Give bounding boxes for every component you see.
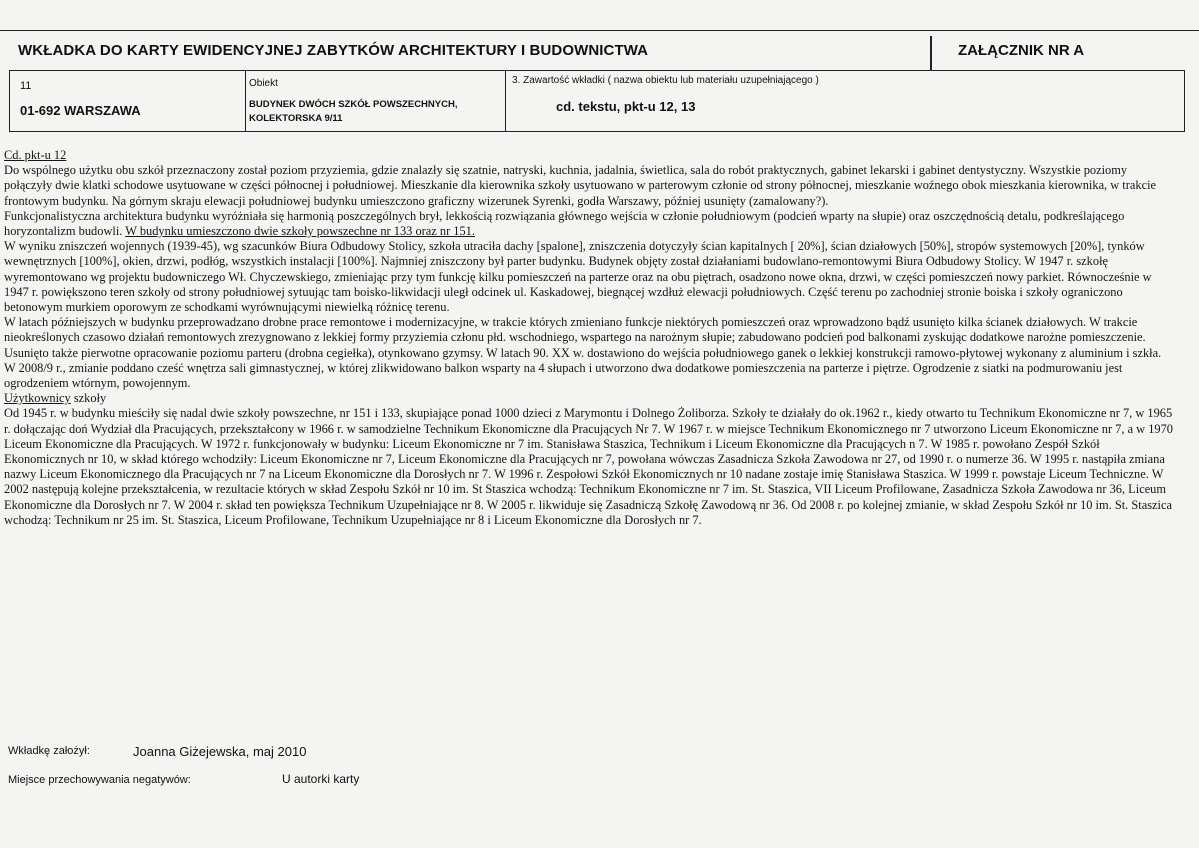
paragraph: Od 1945 r. w budynku mieściły się nadal dwie szkoły powszechne, nr 151 i 133, skupiające ponad 1000 dzieci z Marymontu i Dolnego Żoliborza. Szkoły te działały do ok.1962 r., kiedy otwarto tu Technikum Ekonomiczne nr 7, w 1965 r. dołączając doń Wydział dla Pracujących, przekształcony w 1966 r. w samodzielne Technikum Ekonomiczne dla Pracujących Nr 7. W 1967 r. w miejsce Technikum Ekonomicznego nr 7 utworzono Liceum Ekonomiczne nr 7, a w 1970 Liceum Ekonomiczne dla Pracujących. W 1972 r. funkcjonowały w budynku: Liceum Ekonomiczne nr 7 im. Stanisława Staszica, Technikum i Liceum Ekonomiczne dla Pracujących n 7. W 1985 r. powołano Zespół Szkół Ekonomicznych nr 10, w skład którego wchodziły: Liceum Ekonomiczne nr 7, Liceum Ekonomiczne dla Pracujących nr 7, powołana wówczas Zasadnicza Szkoła Zawodowa nr 27, od 1990 r. o numerze 36. W 1995 r. nastąpiła zmiana nazwy Liceum Ekonomicznego dla Pracujących nr 7 na Liceum Ekonomiczne dla Dorosłych nr 7. W 1996 r. Zespołowi Szkół Ekonomicznych nr 10 nadane zostaje imię Stanisława Staszica. W 1999 r. powstaje Liceum Techniczne. W 2002 następują kolejne przekształcenia, w rezultacie których w skład Zespołu Szkół nr 10 im. St Staszica wchodzą: Technikum Ekonomiczne nr 7 im. St. Staszica, VII Liceum Profilowane, Zasadnicza Szkoła Zawodowa nr 36, Liceum Ekonomiczne dla Dorosłych nr 7. W 2004 r. skład ten powiększa Technikum Uzupełniające nr 8. W 2005 r. likwiduje się Zasadniczą Szkołę Zawodową nr 36. Od 2008 r. po kolejnej zmianie, w skład Zespołu Szkół nr 10 im. St. Staszica wchodzą: Technikum nr 25 im. St. Staszica, Liceum Profilowane, Technikum Uzupełniające nr 8 i Liceum Ekonomiczne dla Dorosłych nr 7. bbox=[4, 406, 1173, 527]
paragraph: Do wspólnego użytku obu szkół przeznaczony został poziom przyziemia, gdzie znalazły się szatnie, natryski, kuchnia, jadalnia, świetlica, sala do robót praktycznych, gabinet lekarski i gabinet dentystyczny. Wszystkie poziomy połączyły dwie klatki schodowe usytuowane w części północnej i południowej. Mieszkanie dla kierownika szkoły usytuowano w parterowym członie od strony północnej, mieszkanie woźnego obok mieszkania kierownika, w trakcie frontowym budynku. Na górnym skraju elewacji południowej budynku umieszczono graficzny wizerunek Syrenki, godła Warszawy, później usunięty (zamalowany?). bbox=[4, 163, 1157, 208]
underlined-text: W budynku umieszczono dwie szkoły powszechne nr 133 oraz nr 151. bbox=[125, 224, 475, 239]
prepared-by-value: Joanna Giżejewska, maj 2010 bbox=[133, 744, 307, 759]
storage-label: Miejsce przechowywania negatywów: bbox=[8, 774, 191, 786]
info-divider bbox=[505, 70, 506, 132]
top-border bbox=[0, 30, 1199, 31]
prepared-by-label: Wkładkę założył: bbox=[8, 745, 90, 757]
field-city: 01-692 WARSZAWA bbox=[20, 103, 141, 118]
content-value: cd. tekstu, pkt-u 12, 13 bbox=[556, 99, 696, 114]
field-number: 11 bbox=[20, 80, 32, 92]
section-heading-rest: szkoły bbox=[70, 391, 107, 406]
info-divider bbox=[245, 70, 246, 132]
section-heading: Cd. pkt-u 12 bbox=[4, 148, 67, 162]
attachment-label: ZAŁĄCZNIK NR A bbox=[958, 42, 1085, 59]
header-divider bbox=[930, 36, 932, 70]
document-body bbox=[4, 148, 1174, 528]
content-label: 3. Zawartość wkładki ( nazwa obiektu lub materiału uzupełniającego ) bbox=[512, 75, 819, 86]
document-title: WKŁADKA DO KARTY EWIDENCYJNEJ ZABYTKÓW ARCHITEKTURY I BUDOWNICTWA bbox=[18, 42, 649, 59]
paragraph-text: Funkcjonalistyczna architektura budynku wyróżniała się harmonią poszczególnych brył, lekkością rozwiązania głównego wejścia w członie południowym (podcień wparty na słupie) oraz oszczędnością detalu, podkreślającego horyzontalizm budowli. bbox=[4, 208, 1125, 239]
object-label: Obiekt bbox=[249, 78, 278, 89]
paragraph: W wyniku zniszczeń wojennych (1939-45), wg szacunków Biura Odbudowy Stolicy, szkoła utraciła dachy [spalone], zniszczenia dotyczyły ścian kapitalnych [ 20%], ścian działowych [50%], stropów systemowych [20%], tynków wewnętrznych [100%], okien, drzwi, podłóg, wszystkich instalacji [100%]. Najmniej zniszczony był parter budynku. Budynek objęty został działaniami budowlano-remontowymi Biura Odbudowy Stolicy. W 1947 r. szkołę wyremontowano wg projektu budowniczego Wł. Chyczewskiego, zmieniając przy tym funkcję kilku pomieszczeń na parterze oraz na obu piętrach, osadzono nowe okna, drzwi, w części pomieszczeń nowy parkiet. Równocześnie w 1947 r. powiększono teren szkoły od strony południowej sytuując tam boisko-likwidacji uległ odcinek ul. Kaskadowej, biegnącej wzdłuż elewacji południowych. Część terenu po zachodniej stronie boiska i szkoły ograniczono betonowym murkiem oporowym ze schodkami wyrównującymi niewielką różnicę terenu. bbox=[4, 239, 1152, 315]
paragraph: W latach późniejszych w budynku przeprowadzano drobne prace remontowe i modernizacyjne, w trakcie których zmieniano funkcje niektórych pomieszczeń oraz wprowadzono bądź usunięto kilka ścianek działowych. W trakcie nieokreślonych czasowo działań remontowych zrezygnowano z lekkiej formy przyziemia członu płd. wschodniego, wspartego na narożnym słupie; zabudowano podcień pod balkonami zyskując dodatkowe narożne pomieszczenie. Usunięto także pierwotne opracowanie poziomu parteru (drobna cegiełka), otynkowano gzymsy. W latach 90. XX w. dostawiono do wejścia południowego ganek o lekkiej konstrukcji ramowo-płytowej wykonany z aluminium i szkła. W 2008/9 r., zmianie poddano cześć wnętrza sali gimnastycznej, w której zlikwidowano balkon wsparty na 4 słupach i utworzono dwa dodatkowe pomieszczenia na parterze i piętrze. Ogrodzenie z siatki na podmurowaniu jest ogrodzeniem wtórnym, powojennym. bbox=[4, 315, 1162, 391]
section-heading-underlined: Użytkownicy bbox=[4, 391, 71, 406]
paragraph bbox=[4, 209, 1174, 239]
storage-value: U autorki karty bbox=[282, 772, 360, 786]
section-heading bbox=[4, 391, 1174, 406]
object-value: BUDYNEK DWÓCH SZKÓŁ POWSZECHNYCH, KOLEKTORSKA 9/11 bbox=[249, 99, 458, 124]
